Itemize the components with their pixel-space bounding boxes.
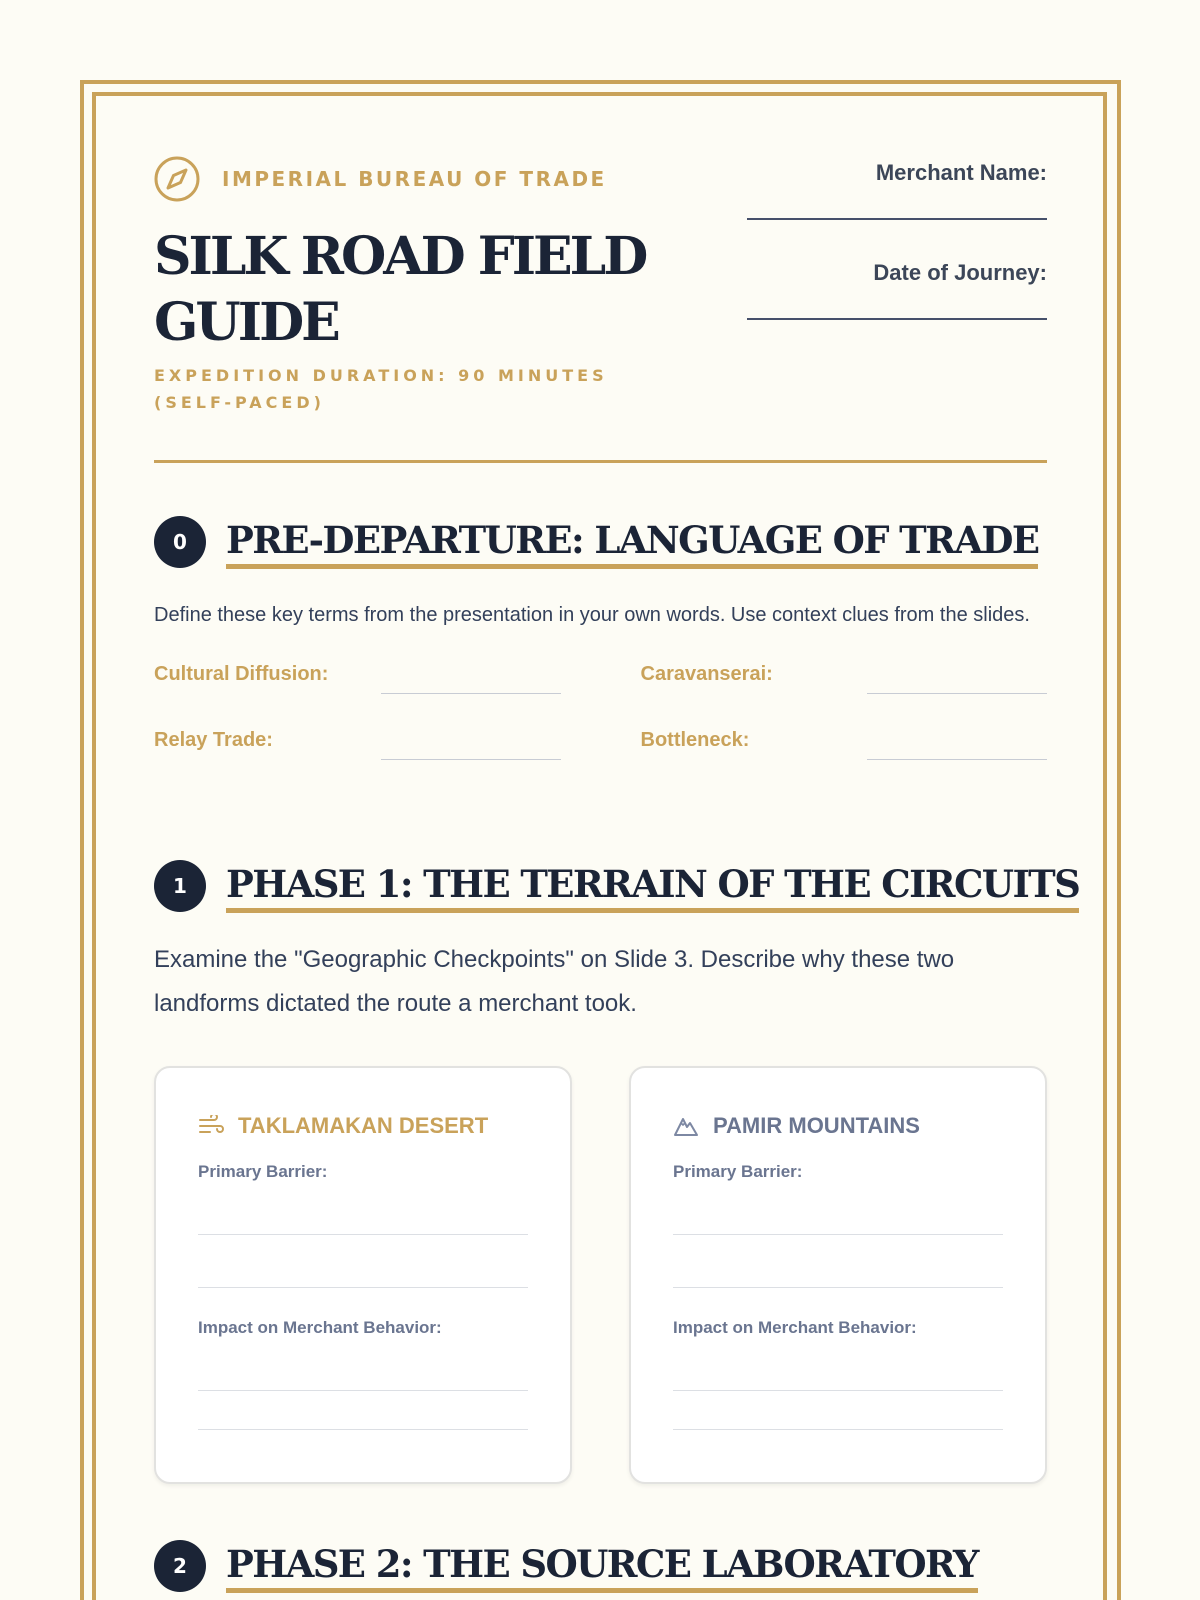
- step-number-badge: 0: [154, 516, 206, 568]
- vocab-answer-line[interactable]: [381, 692, 561, 694]
- vocab-item-bottleneck: [641, 720, 1048, 760]
- page-title: SILK ROAD FIELD GUIDE: [154, 226, 646, 353]
- card-title: TAKLAMAKAN DESERT: [238, 1113, 489, 1138]
- step-number-badge: 1: [154, 860, 206, 912]
- vocab-term-label: Caravanserai:: [640, 662, 773, 685]
- impact-label: Impact on Merchant Behavior:: [198, 1318, 442, 1337]
- vocabulary-grid: [154, 654, 1047, 760]
- date-of-journey-field[interactable]: [747, 288, 1047, 320]
- date-of-journey-label: Date of Journey:: [873, 260, 1047, 285]
- vocab-item-cultural-diffusion: [154, 654, 561, 694]
- answer-line[interactable]: [198, 1338, 528, 1391]
- section-heading: [154, 856, 1080, 916]
- worksheet: [154, 150, 1080, 1586]
- card-title: PAMIR MOUNTAINS: [713, 1113, 920, 1138]
- vocab-item-relay-trade: [154, 720, 561, 760]
- answer-line[interactable]: [198, 1235, 528, 1288]
- card-pamir-mountains: [629, 1066, 1047, 1484]
- card-heading: [198, 1112, 528, 1140]
- vocab-term-label: Cultural Diffusion:: [154, 662, 329, 685]
- section-instructions: Examine the "Geographic Checkpoints" on Slide 3. Describe why these two landforms dictated the route a merchant took.: [154, 946, 955, 1017]
- section-heading: [154, 1536, 1047, 1596]
- bureau-name: IMPERIAL BUREAU OF TRADE: [222, 167, 607, 191]
- compass-icon: [154, 156, 200, 202]
- answer-line[interactable]: [198, 1182, 528, 1235]
- answer-line[interactable]: [673, 1391, 1003, 1430]
- answer-line[interactable]: [673, 1182, 1003, 1235]
- step-number-badge: 2: [154, 1540, 206, 1592]
- section-phase-2: [154, 1536, 1047, 1596]
- worksheet-header: [154, 150, 1047, 462]
- merchant-name-field[interactable]: [747, 188, 1047, 220]
- section-title: PHASE 1: THE TERRAIN OF THE CIRCUITS: [226, 860, 1079, 913]
- vocab-answer-line[interactable]: [381, 758, 561, 760]
- vocab-item-caravanserai: [641, 654, 1048, 694]
- mountain-icon: [673, 1113, 699, 1139]
- primary-barrier-label: Primary Barrier:: [198, 1162, 328, 1181]
- answer-line[interactable]: [198, 1391, 528, 1430]
- vocab-answer-line[interactable]: [867, 758, 1047, 760]
- answer-line[interactable]: [673, 1338, 1003, 1391]
- wind-icon: [198, 1113, 224, 1139]
- bureau-brand: [154, 156, 607, 202]
- section-heading: [154, 512, 1047, 572]
- section-pre-departure: [154, 512, 1047, 760]
- section-phase-1: [154, 856, 1080, 1484]
- terrain-cards: [154, 1066, 1047, 1484]
- section-title: PHASE 2: THE SOURCE LABORATORY: [226, 1540, 978, 1593]
- header-divider: [154, 460, 1047, 463]
- primary-barrier-label: Primary Barrier:: [673, 1162, 803, 1181]
- card-heading: [673, 1112, 1003, 1140]
- expedition-duration: EXPEDITION DURATION: 90 MINUTES (SELF-PACED): [154, 366, 608, 412]
- card-taklamakan-desert: [154, 1066, 572, 1484]
- merchant-name-label: Merchant Name:: [875, 160, 1047, 185]
- vocab-answer-line[interactable]: [867, 692, 1047, 694]
- answer-line[interactable]: [673, 1235, 1003, 1288]
- vocab-term-label: Bottleneck:: [640, 728, 750, 751]
- student-info-fields: [747, 160, 1047, 360]
- impact-label: Impact on Merchant Behavior:: [673, 1318, 917, 1337]
- section-instructions: Define these key terms from the presentation in your own words. Use context clues from the slides.: [154, 604, 1030, 626]
- vocab-term-label: Relay Trade:: [154, 728, 273, 751]
- section-title: PRE-DEPARTURE: LANGUAGE OF TRADE: [226, 516, 1038, 569]
